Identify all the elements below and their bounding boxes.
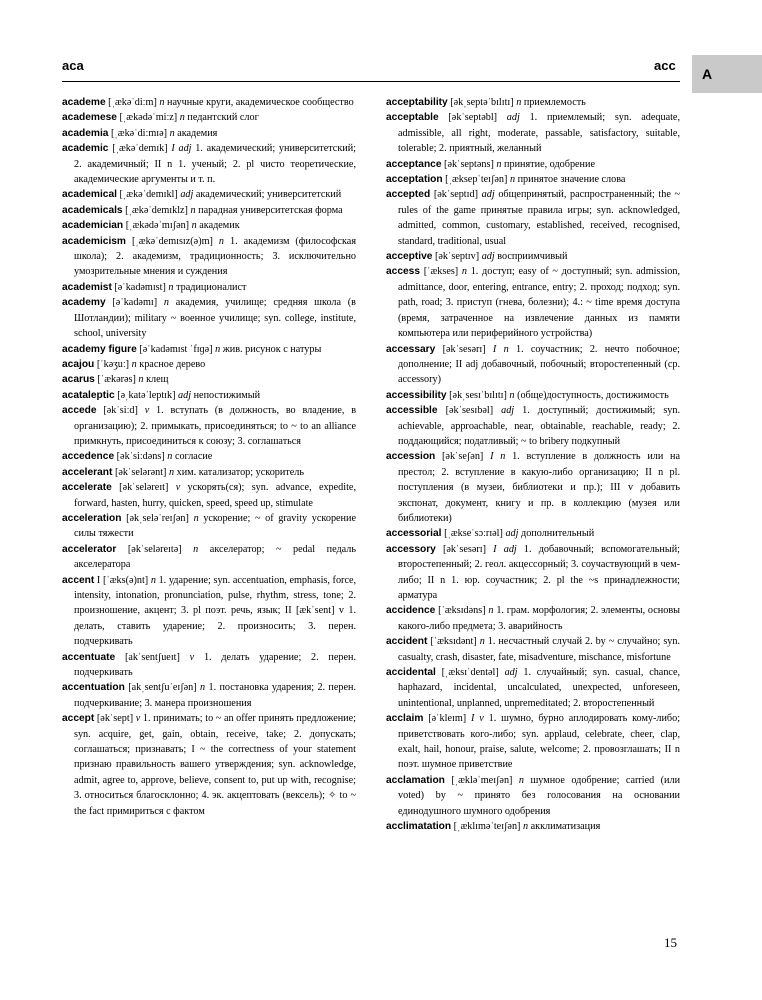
pronunciation: I [ˈæks(ə)nt] [96,574,149,586]
pronunciation: [əˈkadəmɪst] [114,281,166,293]
part-of-speech: v [175,482,181,494]
dictionary-entry [386,110,680,156]
running-head-right: acc [654,58,676,73]
definition: хим. катализатор; ускоритель [176,466,305,478]
definition: 1. несчастный случай 2. by ~ случайно; syn. casualty, crash, disaster, fate, misadventure, mischance, misfortune [398,636,680,663]
pronunciation: [əkˈseləreɪtə] [127,543,182,555]
definition: 1. принимать; to ~ an offer принять предложение; syn. acquire, get, gain, obtain, receive, take; 2. допускать; соглашаться; признавать; I ~ the correctness of your statement признаю правильность вашего утверждения; syn. acknowledge, admit, agree to, approve, believe, consent to, put up with, recognise; 3. относиться благосклонно; 4. эк. акцептовать (вексель); ✧ to ~ the fact примириться с фактом [74,713,356,817]
dictionary-entry [386,526,680,541]
pronunciation: [ˌækəˈdemɪk] [112,143,168,155]
definition: принятие, одобрение [504,158,595,170]
dictionary-entry [62,480,356,511]
part-of-speech: n [509,174,516,186]
headword: accentuation [62,682,125,694]
dictionary-entry [62,388,356,403]
definition: 1. доступ; easy of ~ доступный; syn. admission, admittance, door, entering, entrance, entry; 2. проход; подход; syn. path, road; 3. приступ (гнева, болезни); 4.: ~ time время доступа (время, затраченное на извлечение данных из памяти компьютера или периферийного устройства) [398,266,680,340]
left-column [62,95,356,955]
part-of-speech: adj [481,189,495,201]
part-of-speech: adj [505,528,519,540]
dictionary-entry [62,711,356,819]
dictionary-entry [386,711,680,773]
pronunciation: [ˌæklɪməˈteɪʃən] [453,821,521,833]
definition: согласие [174,451,213,463]
part-of-speech: I n [492,343,509,355]
pronunciation: [əˈkadəmɪst ˈfɪɡə] [139,343,213,355]
headword: academe [62,97,106,108]
headword: acceptation [386,174,443,186]
part-of-speech: n [191,220,197,232]
dictionary-entry [62,95,356,110]
definition: 1. постановка ударения; 2. перен. подчеркивание; 3. манера произношения [74,682,356,709]
part-of-speech: n [479,636,485,648]
headword: academese [62,112,117,124]
header-rule [62,81,680,82]
dictionary-entry [62,680,356,711]
dictionary-entry [62,126,356,141]
pronunciation: [əkˈsesərɪ] [443,543,487,555]
headword: acataleptic [62,389,115,401]
headword: academia [62,127,109,139]
dictionary-entry [62,650,356,681]
dictionary-entry [62,465,356,480]
definition: ускорять(ся); syn. advance, expedite, forward, hasten, hurry, quicken, speed, speed up, stimulate [74,482,356,509]
headword: academical [62,189,117,201]
definition: традиционалист [176,281,247,293]
part-of-speech: n [200,682,206,694]
part-of-speech: n [150,574,156,586]
dictionary-entry [62,203,356,218]
pronunciation: [ˈæksɪdəns] [438,605,486,617]
definition: академия [177,127,218,139]
pronunciation: [əkˈsesərɪ] [442,343,486,355]
definition: непостижимый [193,389,261,401]
headword: acceptance [386,158,442,170]
dictionary-entry [386,542,680,604]
part-of-speech: n [168,281,174,293]
part-of-speech: adj [180,189,194,201]
dictionary-entry [62,403,356,449]
definition: (обще)доступность, достижимость [517,389,669,401]
pronunciation: [ˌækəˈdiːm] [108,97,157,108]
headword: acclaim [386,713,424,725]
headword: acceleration [62,512,122,524]
part-of-speech: n [159,97,165,108]
pronunciation: [ˌækəˈdemɪklz] [125,204,188,216]
letter-tab: A [692,55,762,93]
definition: педантский слог [187,112,259,124]
pronunciation: [ˌækəˈdemɪkl] [119,189,178,201]
part-of-speech: I adj [493,543,517,555]
part-of-speech: v [189,651,195,663]
definition: принятое значение слова [517,174,626,186]
definition: 1. академический; университетский; 2. академичный; II n 1. ученый; 2. pl чисто теоретические, академические аргументы и т. п. [74,143,356,186]
pronunciation: [ˌæksepˈteɪʃən] [445,174,508,186]
definition: 1. грам. морфология; 2. элементы, основы какого-либо предмета; 3. аварийность [398,605,680,632]
part-of-speech: n [193,512,199,524]
headword: accelerant [62,466,113,478]
dictionary-entry [62,357,356,372]
pronunciation: [ˌækəˈdemɪsɪz(ə)m] [132,235,213,247]
definition: шумное одобрение; carried (или voted) by ~ принято без голосования на основании единодушного шумного одобрения [398,774,680,817]
definition: 1. вступление в должность или на престол; 2. вступление в какую-либо организацию; II n pl. поступления (в музеи, библиотеки и пр.); III v добавить экспонат, документ, книгу и пр. в коллекцию (музея или библиотеки) [398,451,680,524]
definition: 1. ударение; syn. accentuation, emphasis, force, intensity, intonation, pronunciation, pulse, rhythm, stress, tone; 2. произношение, акцент; 3. pl поэт. речь, язык; II [ækˈsent] v 1. делать, ставить ударение; 2. произносить; 3. перен. подчеркивать [74,574,356,648]
dictionary-entry [386,403,680,449]
part-of-speech: n [516,97,522,108]
pronunciation: [əkˈsesɪbəl] [445,405,494,417]
headword: academist [62,281,112,293]
part-of-speech: n [496,158,502,170]
pronunciation: [əkˈseptəns] [444,158,494,170]
part-of-speech: n [138,374,144,386]
dictionary-entry [62,187,356,202]
headword: academician [62,220,124,232]
pronunciation: [əkˈselərənt] [114,466,167,478]
headword: acclamation [386,774,445,786]
dictionary-entry [62,110,356,125]
part-of-speech: n [522,821,529,833]
dictionary-entry [386,172,680,187]
pronunciation: [əˈkadəmɪ] [112,297,158,309]
pronunciation: [əkˈsiːd] [103,405,138,417]
definition: 1. академизм (философская школа); 2. академизм, традиционность; 3. исключительно умозрительные мнения и суждения [74,235,356,278]
headword: academy [62,297,106,309]
part-of-speech: n [168,466,175,478]
dictionary-entry [62,372,356,387]
pronunciation: [əkˌsesɪˈbɪlɪtɪ] [449,389,507,401]
headword: acajou [62,358,95,370]
headword: accidental [386,667,436,679]
dictionary-entry [386,249,680,264]
headword: accentuate [62,651,116,663]
pronunciation: [əˈkleɪm] [428,713,467,725]
part-of-speech: I adj [171,143,192,155]
definition: общепринятый, распространенный; the ~ rules of the game принятые правила игры; syn. acknowledged, admitted, common, customary, established, received, recognised, standard, traditional, usual [398,189,680,247]
definition: академический; университетский [195,189,342,201]
definition: акклиматизация [530,821,601,833]
dictionary-entry [62,234,356,280]
definition: научные круги, академическое сообщество [167,97,354,108]
part-of-speech: n [193,543,199,555]
headword: accessible [386,405,438,417]
headword: accessory [386,543,436,555]
part-of-speech: n [190,204,196,216]
pronunciation: [ˈækses] [423,266,459,278]
part-of-speech: n [169,127,175,139]
definition: акселератор; ~ pedal педаль акселератора [74,543,356,571]
dictionary-entry [386,187,680,249]
definition: 1. вступать (в должность, во владение, в организацию); 2. примыкать, присоединяться; to ~ to an alliance примкнуть, присоединиться к союзу; 3. соглашаться [74,405,356,447]
dictionary-entry [62,542,356,573]
headword: acceptable [386,112,439,124]
headword: accepted [386,189,431,201]
part-of-speech: I v [471,713,484,725]
dictionary-entry [386,388,680,403]
definition: приемлемость [523,97,586,108]
pronunciation: [ˌækədəˈmɪʃən] [125,220,190,232]
part-of-speech: n [509,389,515,401]
pronunciation: [ˌækləˈmeɪʃən] [451,774,513,786]
definition: восприимчивый [497,251,568,263]
headword: acceptability [386,97,448,108]
dictionary-entry [386,342,680,388]
part-of-speech: adj [501,405,515,417]
part-of-speech: n [131,358,137,370]
definition: ускорение; ~ of gravity ускорение силы тяжести [74,512,356,540]
dictionary-entry [386,157,680,172]
pronunciation: [əkˈseptəbl] [448,112,498,124]
definition: 1. приемлемый; syn. adequate, admissible, all right, moderate, passable, satisfactory, suitable, tolerable; 2. приятный, желанный [398,112,680,155]
headword: accede [62,405,97,417]
headword: acceptive [386,251,433,263]
part-of-speech: n [215,343,221,355]
headword: academicals [62,204,123,216]
headword: accessibility [386,389,447,401]
definition: 1. случайный; syn. casual, chance, haphazard, incidental, uncalculated, unexpected, unforeseen, unintentional, unplanned, unpremeditated; 2. второстепенный [398,667,680,709]
headword: accept [62,713,95,725]
pronunciation: [əkˈseptɪd] [433,189,478,201]
headword: accession [386,451,436,463]
part-of-speech: n [518,774,524,786]
part-of-speech: n [218,235,224,247]
dictionary-entry [62,141,356,187]
headword: accedence [62,451,115,463]
pronunciation: [əkˌseptəˈbɪlɪtɪ] [450,97,514,108]
dictionary-entry [386,264,680,341]
dictionary-entry [386,449,680,526]
pronunciation: [ˈækərəs] [97,374,136,386]
headword: accident [386,636,428,648]
dictionary-entry [62,449,356,464]
definition: 1. шумно, бурно аплодировать кому-либо; приветствовать кого-либо; syn. applaud, celebrate, cheer, clap, exalt, hail, honour, praise, salute, welcome; 2. провозглашать; II n поэт. шумное приветствие [398,713,680,771]
headword: academic [62,143,109,155]
dictionary-entry [386,634,680,665]
pronunciation: [əˌkatəˈleptɪk] [117,389,176,401]
dictionary-entry [62,280,356,295]
headword: accessorial [386,528,442,540]
pronunciation: [ˌæksеˈsɔːrɪəl] [444,528,503,540]
part-of-speech: n [461,266,467,278]
headword: accelerator [62,543,117,555]
part-of-speech: n [488,605,494,617]
part-of-speech: adj [506,112,520,124]
pronunciation: [əkˈseptɪv] [435,251,480,263]
part-of-speech: I n [490,451,506,463]
part-of-speech: v [135,713,141,725]
headword: accelerate [62,482,112,494]
part-of-speech: adj [504,667,518,679]
pronunciation: [akˈsentʃueɪt] [125,651,180,663]
definition: парадная университетская форма [198,204,343,216]
headword: acarus [62,374,95,386]
dictionary-entry [386,665,680,711]
pronunciation: [ˈæksɪdənt] [430,636,477,648]
part-of-speech: adj [178,389,192,401]
dictionary-entry [62,342,356,357]
headword: academicism [62,235,126,247]
headword: acclimatation [386,821,452,833]
pronunciation: [əkˈseləreɪt] [119,482,169,494]
definition: 1. соучастник; 2. нечто побочное; дополнение; II adj добавочный, побочный; второстепенный (ср. accessory) [398,343,680,386]
pronunciation: [əkˈsept] [96,713,134,725]
pronunciation: [əkˌseləˈreɪʃən] [126,512,189,524]
definition: академия, училище; средняя школа (в Шотландии); military ~ военное училище; syn. college, institute, school, university [74,297,356,340]
dictionary-entry [386,773,680,819]
pronunciation: [əkˈsiːdəns] [116,451,165,463]
part-of-speech: n [179,112,185,124]
dictionary-entry [62,573,356,650]
definition: 1. доступный; достижимый; syn. achievable, approachable, near, obtainable, reachable, ready; 2. поддающийся; податливый; ~ to bribery подкупный [398,405,680,447]
pronunciation: [ˌækəˈdiːmɪə] [111,127,168,139]
dictionary-entry [386,819,680,834]
headword: accessary [386,343,436,355]
headword: accidence [386,605,436,617]
pronunciation: [ˌæksɪˈdentəl] [441,667,499,679]
definition: 1. добавочный; вспомогательный; второстепенный; 2. геол. акцессорный; 3. соучаствующий в чем-либо; II n 1. юр. соучастник; 2. pl the ~s принадлежности; арматура [398,543,680,601]
dictionary-entry [62,295,356,341]
definition: жив. рисунок с натуры [222,343,322,355]
definition: 1. делать ударение; 2. перен. подчеркивать [74,651,356,679]
definition: красное дерево [139,358,206,370]
part-of-speech: v [144,405,150,417]
part-of-speech: adj [481,251,495,263]
running-head-left: aca [62,58,84,73]
right-column [386,95,680,955]
pronunciation: [akˌsentʃuˈeɪʃən] [128,682,197,694]
pronunciation: [ˌækədəˈmiːz] [119,112,178,124]
pronunciation: [əkˈseʃən] [442,451,484,463]
dictionary-entry [386,95,680,110]
dictionary-entry [62,218,356,233]
definition: дополнительный [521,528,595,540]
part-of-speech: n [163,297,169,309]
pronunciation: [ˈkəʒuː] [96,358,130,370]
headword: accent [62,574,95,586]
headword: access [386,266,420,278]
definition: академик [199,220,240,232]
page-number: 15 [664,935,677,950]
dictionary-entry [386,603,680,634]
headword: academy figure [62,343,137,355]
dictionary-entry [62,511,356,542]
part-of-speech: n [167,451,173,463]
definition: клещ [146,374,169,386]
